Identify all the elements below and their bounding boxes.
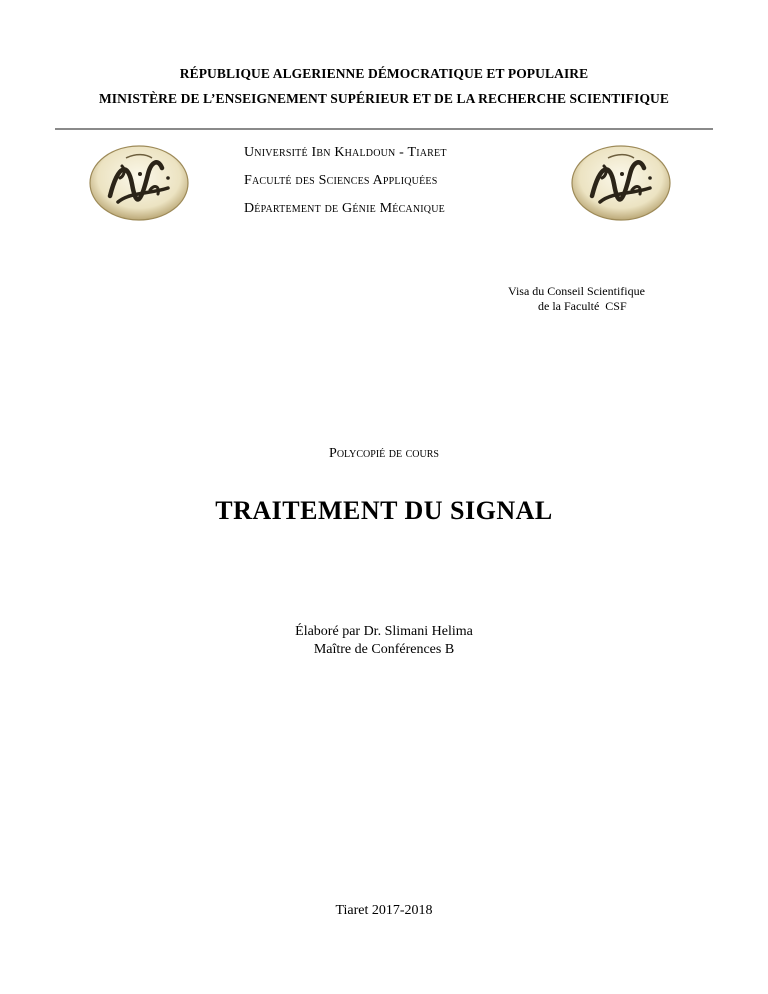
author-line: Élaboré par Dr. Slimani Helima: [295, 624, 473, 639]
author-rank: Maître de Conférences B: [313, 642, 455, 657]
faculty-name: Faculté des Sciences Appliquées: [244, 173, 438, 188]
university-seal-icon: [88, 144, 190, 222]
header-divider: [55, 128, 713, 130]
republic-heading: RÉPUBLIQUE ALGERIENNE DÉMOCRATIQUE ET POPULAIRE: [179, 66, 589, 81]
department-name: Département de Génie Mécanique: [244, 201, 445, 216]
university-name: Université Ibn Khaldoun - Tiaret: [244, 145, 447, 160]
place-year: Tiaret 2017-2018: [335, 903, 433, 918]
visa-line-1: Visa du Conseil Scientifique: [508, 284, 645, 298]
visa-line-2: de la Faculté CSF: [538, 299, 627, 313]
university-seal-icon: [570, 144, 672, 222]
ministry-heading: MINISTÈRE DE L’ENSEIGNEMENT SUPÉRIEUR ET DE LA RECHERCHE SCIENTIFIQUE: [98, 91, 670, 106]
document-type: Polycopié de cours: [329, 446, 439, 461]
document-title: TRAITEMENT DU SIGNAL: [215, 496, 553, 525]
